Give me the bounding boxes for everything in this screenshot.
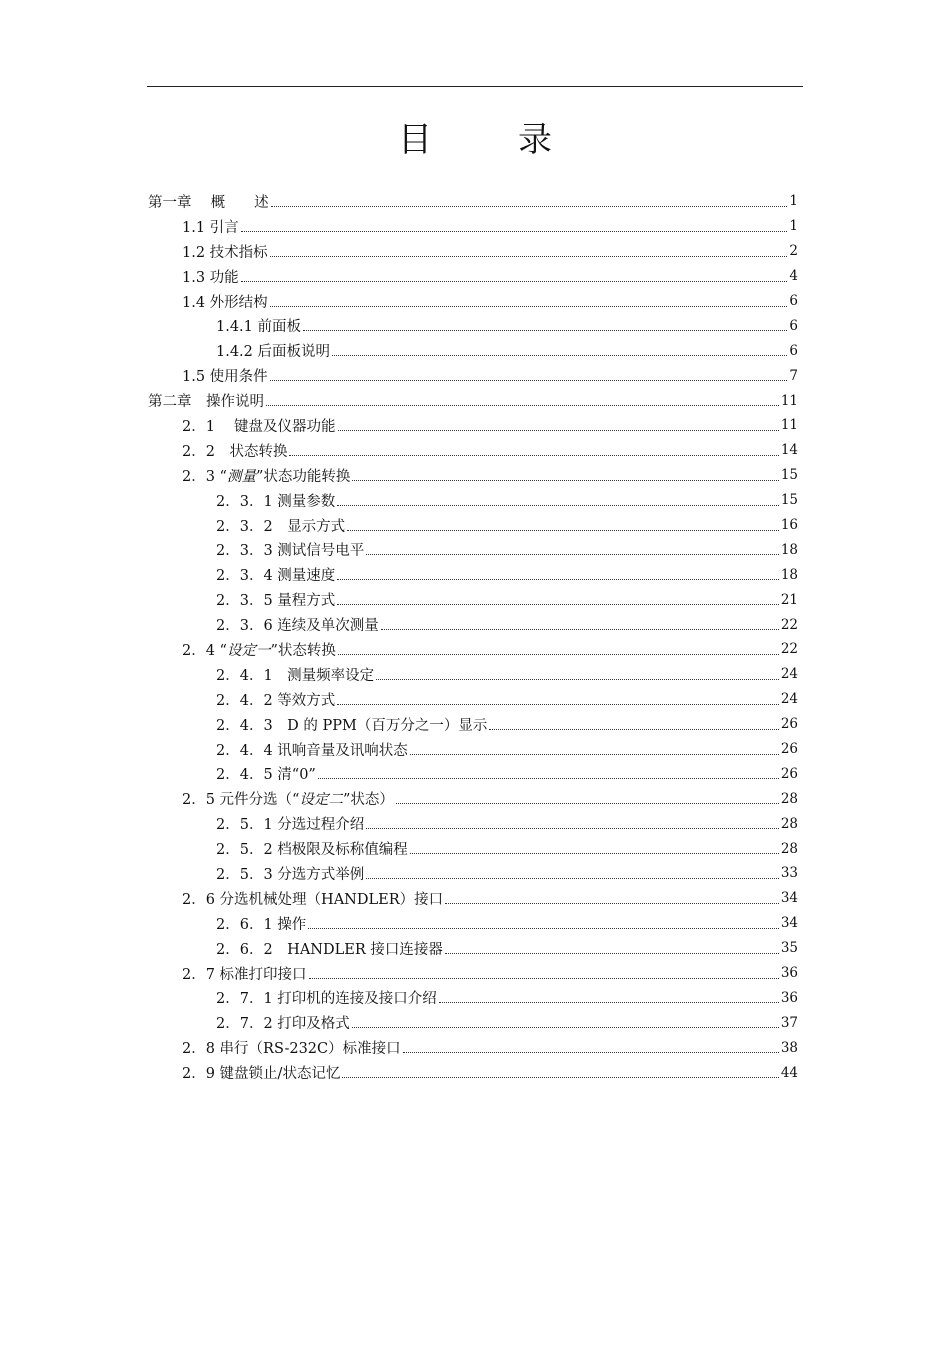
toc-page-number: 1 bbox=[789, 193, 798, 210]
dot-leader bbox=[318, 778, 779, 779]
toc-entry-title: 2．5．3 分选方式举例 bbox=[216, 866, 365, 883]
toc-page-number: 26 bbox=[780, 765, 798, 782]
toc-page-number: 35 bbox=[780, 940, 798, 957]
toc-entry-title: 2．6 分选机械处理（HANDLER）接口 bbox=[182, 891, 444, 908]
toc-entry[interactable] bbox=[148, 189, 798, 214]
toc-entry[interactable] bbox=[148, 861, 798, 886]
toc-page-number: 36 bbox=[780, 989, 798, 1006]
toc-entry[interactable] bbox=[148, 662, 798, 687]
dot-leader bbox=[289, 455, 778, 456]
dot-leader bbox=[337, 579, 779, 580]
toc-entry-title: 2．6．1 操作 bbox=[216, 916, 307, 933]
toc-entry-title: 2．9 键盘锁止/状态记忆 bbox=[182, 1066, 341, 1083]
toc-page-number: 26 bbox=[780, 741, 798, 758]
toc-page-number: 34 bbox=[780, 915, 798, 932]
toc-entry[interactable] bbox=[148, 413, 798, 438]
dot-leader bbox=[337, 604, 779, 605]
dot-leader bbox=[410, 853, 779, 854]
toc-page-number: 6 bbox=[789, 293, 798, 309]
toc-entry[interactable] bbox=[148, 1060, 798, 1085]
toc-entry[interactable] bbox=[148, 338, 798, 363]
toc-entry-title: 2．5．1 分选过程介绍 bbox=[216, 817, 365, 834]
toc-entry[interactable] bbox=[148, 388, 798, 413]
toc-entry-title: 2．7．1 打印机的连接及接口介绍 bbox=[216, 991, 437, 1008]
toc-entry-title: 2．3．2 显示方式 bbox=[216, 518, 346, 535]
toc-entry[interactable] bbox=[148, 786, 798, 811]
toc-entry[interactable] bbox=[148, 513, 798, 538]
toc-entry[interactable] bbox=[148, 264, 798, 289]
dot-leader bbox=[338, 430, 779, 431]
dot-leader bbox=[445, 903, 779, 904]
toc-entry-title: 2．4．3 D 的 PPM（百万分之一）显示 bbox=[216, 717, 488, 734]
toc-page-number: 11 bbox=[780, 392, 798, 409]
toc-page-number: 7 bbox=[789, 367, 798, 384]
toc-entry-title: 1.2 技术指标 bbox=[182, 244, 268, 261]
toc-page-number: 6 bbox=[789, 317, 798, 334]
dot-leader bbox=[410, 754, 779, 755]
toc-page-number: 36 bbox=[780, 965, 798, 982]
dot-leader bbox=[309, 978, 779, 979]
toc-entry-title: 1.5 使用条件 bbox=[182, 369, 268, 386]
toc-page-number: 37 bbox=[780, 1014, 798, 1031]
dot-leader bbox=[489, 729, 778, 730]
toc-entry[interactable] bbox=[148, 438, 798, 463]
toc-page-number: 22 bbox=[780, 616, 798, 633]
toc-entry[interactable] bbox=[148, 737, 798, 762]
dot-leader bbox=[337, 505, 779, 506]
toc-page-number: 4 bbox=[789, 268, 798, 285]
toc-entry-title: 2．5．2 档极限及标称值编程 bbox=[216, 842, 408, 859]
toc-entry[interactable] bbox=[148, 562, 798, 587]
toc-entry-title: 2．7．2 打印及格式 bbox=[216, 1016, 350, 1033]
toc-entry-title: 2．3 “测量”状态功能转换 bbox=[182, 468, 351, 485]
toc-entry-title: 2．3．6 连续及单次测量 bbox=[216, 618, 379, 635]
dot-leader bbox=[352, 480, 778, 481]
toc-page-number: 33 bbox=[780, 865, 798, 882]
toc-entry[interactable] bbox=[148, 239, 798, 264]
toc-entry[interactable] bbox=[148, 811, 798, 836]
dot-leader bbox=[271, 206, 788, 207]
toc-entry[interactable] bbox=[148, 537, 798, 562]
toc-page-number: 14 bbox=[780, 442, 798, 459]
dot-leader bbox=[352, 1027, 779, 1028]
header-rule bbox=[147, 86, 803, 87]
dot-leader bbox=[376, 679, 779, 680]
dot-leader bbox=[396, 803, 779, 804]
dot-leader bbox=[366, 554, 779, 555]
toc-entry[interactable] bbox=[148, 289, 798, 314]
toc-entry-title: 2．8 串行（RS-232C）标准接口 bbox=[182, 1041, 401, 1058]
toc-entry-title: 2．7 标准打印接口 bbox=[182, 966, 307, 983]
toc-entry-title: 2．6．2 HANDLER 接口连接器 bbox=[216, 941, 443, 958]
toc-entry-title: 2．2 状态转换 bbox=[182, 443, 288, 460]
toc-entry[interactable] bbox=[148, 911, 798, 936]
toc-page-number: 34 bbox=[780, 890, 798, 907]
toc-page-number: 26 bbox=[780, 716, 798, 733]
toc-page-number: 28 bbox=[780, 790, 798, 807]
toc-page-number: 2 bbox=[789, 243, 798, 260]
toc-entry-title: 1.4 外形结构 bbox=[182, 294, 268, 311]
toc-entry[interactable] bbox=[148, 1035, 798, 1060]
toc-entry-title: 2．1 键盘及仪器功能 bbox=[182, 418, 336, 435]
toc-entry-title: 2．4．5 清“0” bbox=[216, 767, 316, 784]
toc-page-number: 15 bbox=[780, 467, 798, 484]
toc-entry[interactable] bbox=[148, 761, 798, 786]
toc-page-number: 24 bbox=[780, 666, 798, 683]
toc-entry[interactable] bbox=[148, 712, 798, 737]
dot-leader bbox=[241, 231, 788, 232]
toc-entry-title: 2．4 “设定一”状态转换 bbox=[182, 642, 336, 659]
page-title: 目 录 bbox=[398, 120, 578, 160]
toc-page-number: 18 bbox=[780, 566, 798, 583]
toc-page-number: 28 bbox=[780, 815, 798, 832]
dot-leader bbox=[342, 1077, 778, 1078]
dot-leader bbox=[381, 629, 779, 630]
toc-entry[interactable] bbox=[148, 1010, 798, 1035]
toc-entry-title: 2．3．1 测量参数 bbox=[216, 493, 336, 510]
toc-entry-title: 2．5 元件分选（“设定二”状态） bbox=[182, 792, 394, 809]
dot-leader bbox=[403, 1052, 779, 1053]
toc-entry-title: 1.1 引言 bbox=[182, 219, 239, 236]
toc-entry[interactable] bbox=[148, 986, 798, 1011]
dot-leader bbox=[303, 330, 787, 331]
toc-page-number: 24 bbox=[780, 691, 798, 708]
toc-entry-title: 1.4.1 前面板 bbox=[216, 319, 302, 336]
toc-entry-title: 第二章 操作说明 bbox=[148, 394, 264, 411]
toc-page-number: 18 bbox=[780, 541, 798, 558]
dot-leader bbox=[308, 928, 779, 929]
toc-page-number: 44 bbox=[780, 1064, 798, 1081]
dot-leader bbox=[337, 704, 779, 705]
toc-entry[interactable] bbox=[148, 363, 798, 388]
toc-entry-title: 1.3 功能 bbox=[182, 269, 239, 286]
dot-leader bbox=[366, 878, 779, 879]
dot-leader bbox=[270, 306, 788, 307]
toc-entry-title: 2．3．5 量程方式 bbox=[216, 593, 336, 610]
toc-entry-title: 2．3．3 测试信号电平 bbox=[216, 543, 365, 560]
toc-page-number: 16 bbox=[780, 517, 798, 534]
toc-page-number: 1 bbox=[789, 218, 798, 235]
toc-entry[interactable] bbox=[148, 214, 798, 239]
toc-page-number: 11 bbox=[780, 417, 798, 434]
toc-entry[interactable] bbox=[148, 886, 798, 911]
table-of-contents bbox=[148, 189, 798, 1085]
toc-entry-title: 2．4．1 测量频率设定 bbox=[216, 667, 375, 684]
toc-entry[interactable] bbox=[148, 612, 798, 637]
toc-entry-title: 2．4．4 讯响音量及讯响状态 bbox=[216, 742, 408, 759]
dot-leader bbox=[366, 828, 779, 829]
dot-leader bbox=[241, 281, 788, 282]
toc-entry-title: 第一章 概 述 bbox=[148, 194, 269, 211]
toc-entry-title: 2．4．2 等效方式 bbox=[216, 692, 336, 709]
dot-leader bbox=[266, 405, 779, 406]
toc-page-number: 22 bbox=[780, 641, 798, 658]
toc-entry[interactable] bbox=[148, 488, 798, 513]
dot-leader bbox=[332, 355, 787, 356]
dot-leader bbox=[338, 654, 779, 655]
toc-entry-title: 1.4.2 后面板说明 bbox=[216, 344, 331, 361]
toc-entry[interactable] bbox=[148, 961, 798, 986]
dot-leader bbox=[270, 380, 788, 381]
toc-entry[interactable] bbox=[148, 637, 798, 662]
toc-entry[interactable] bbox=[148, 936, 798, 961]
toc-entry-title: 2．3．4 测量速度 bbox=[216, 568, 336, 585]
toc-entry[interactable] bbox=[148, 313, 798, 338]
toc-page-number: 15 bbox=[780, 492, 798, 509]
toc-entry[interactable] bbox=[148, 463, 798, 488]
toc-page-number: 28 bbox=[780, 840, 798, 857]
dot-leader bbox=[439, 1002, 779, 1003]
toc-entry[interactable] bbox=[148, 836, 798, 861]
toc-entry[interactable] bbox=[148, 587, 798, 612]
toc-page-number: 38 bbox=[780, 1039, 798, 1056]
dot-leader bbox=[347, 530, 779, 531]
toc-page-number: 21 bbox=[780, 591, 798, 608]
toc-page-number: 6 bbox=[789, 342, 798, 359]
dot-leader bbox=[270, 256, 788, 257]
dot-leader bbox=[445, 953, 779, 954]
toc-entry[interactable] bbox=[148, 687, 798, 712]
